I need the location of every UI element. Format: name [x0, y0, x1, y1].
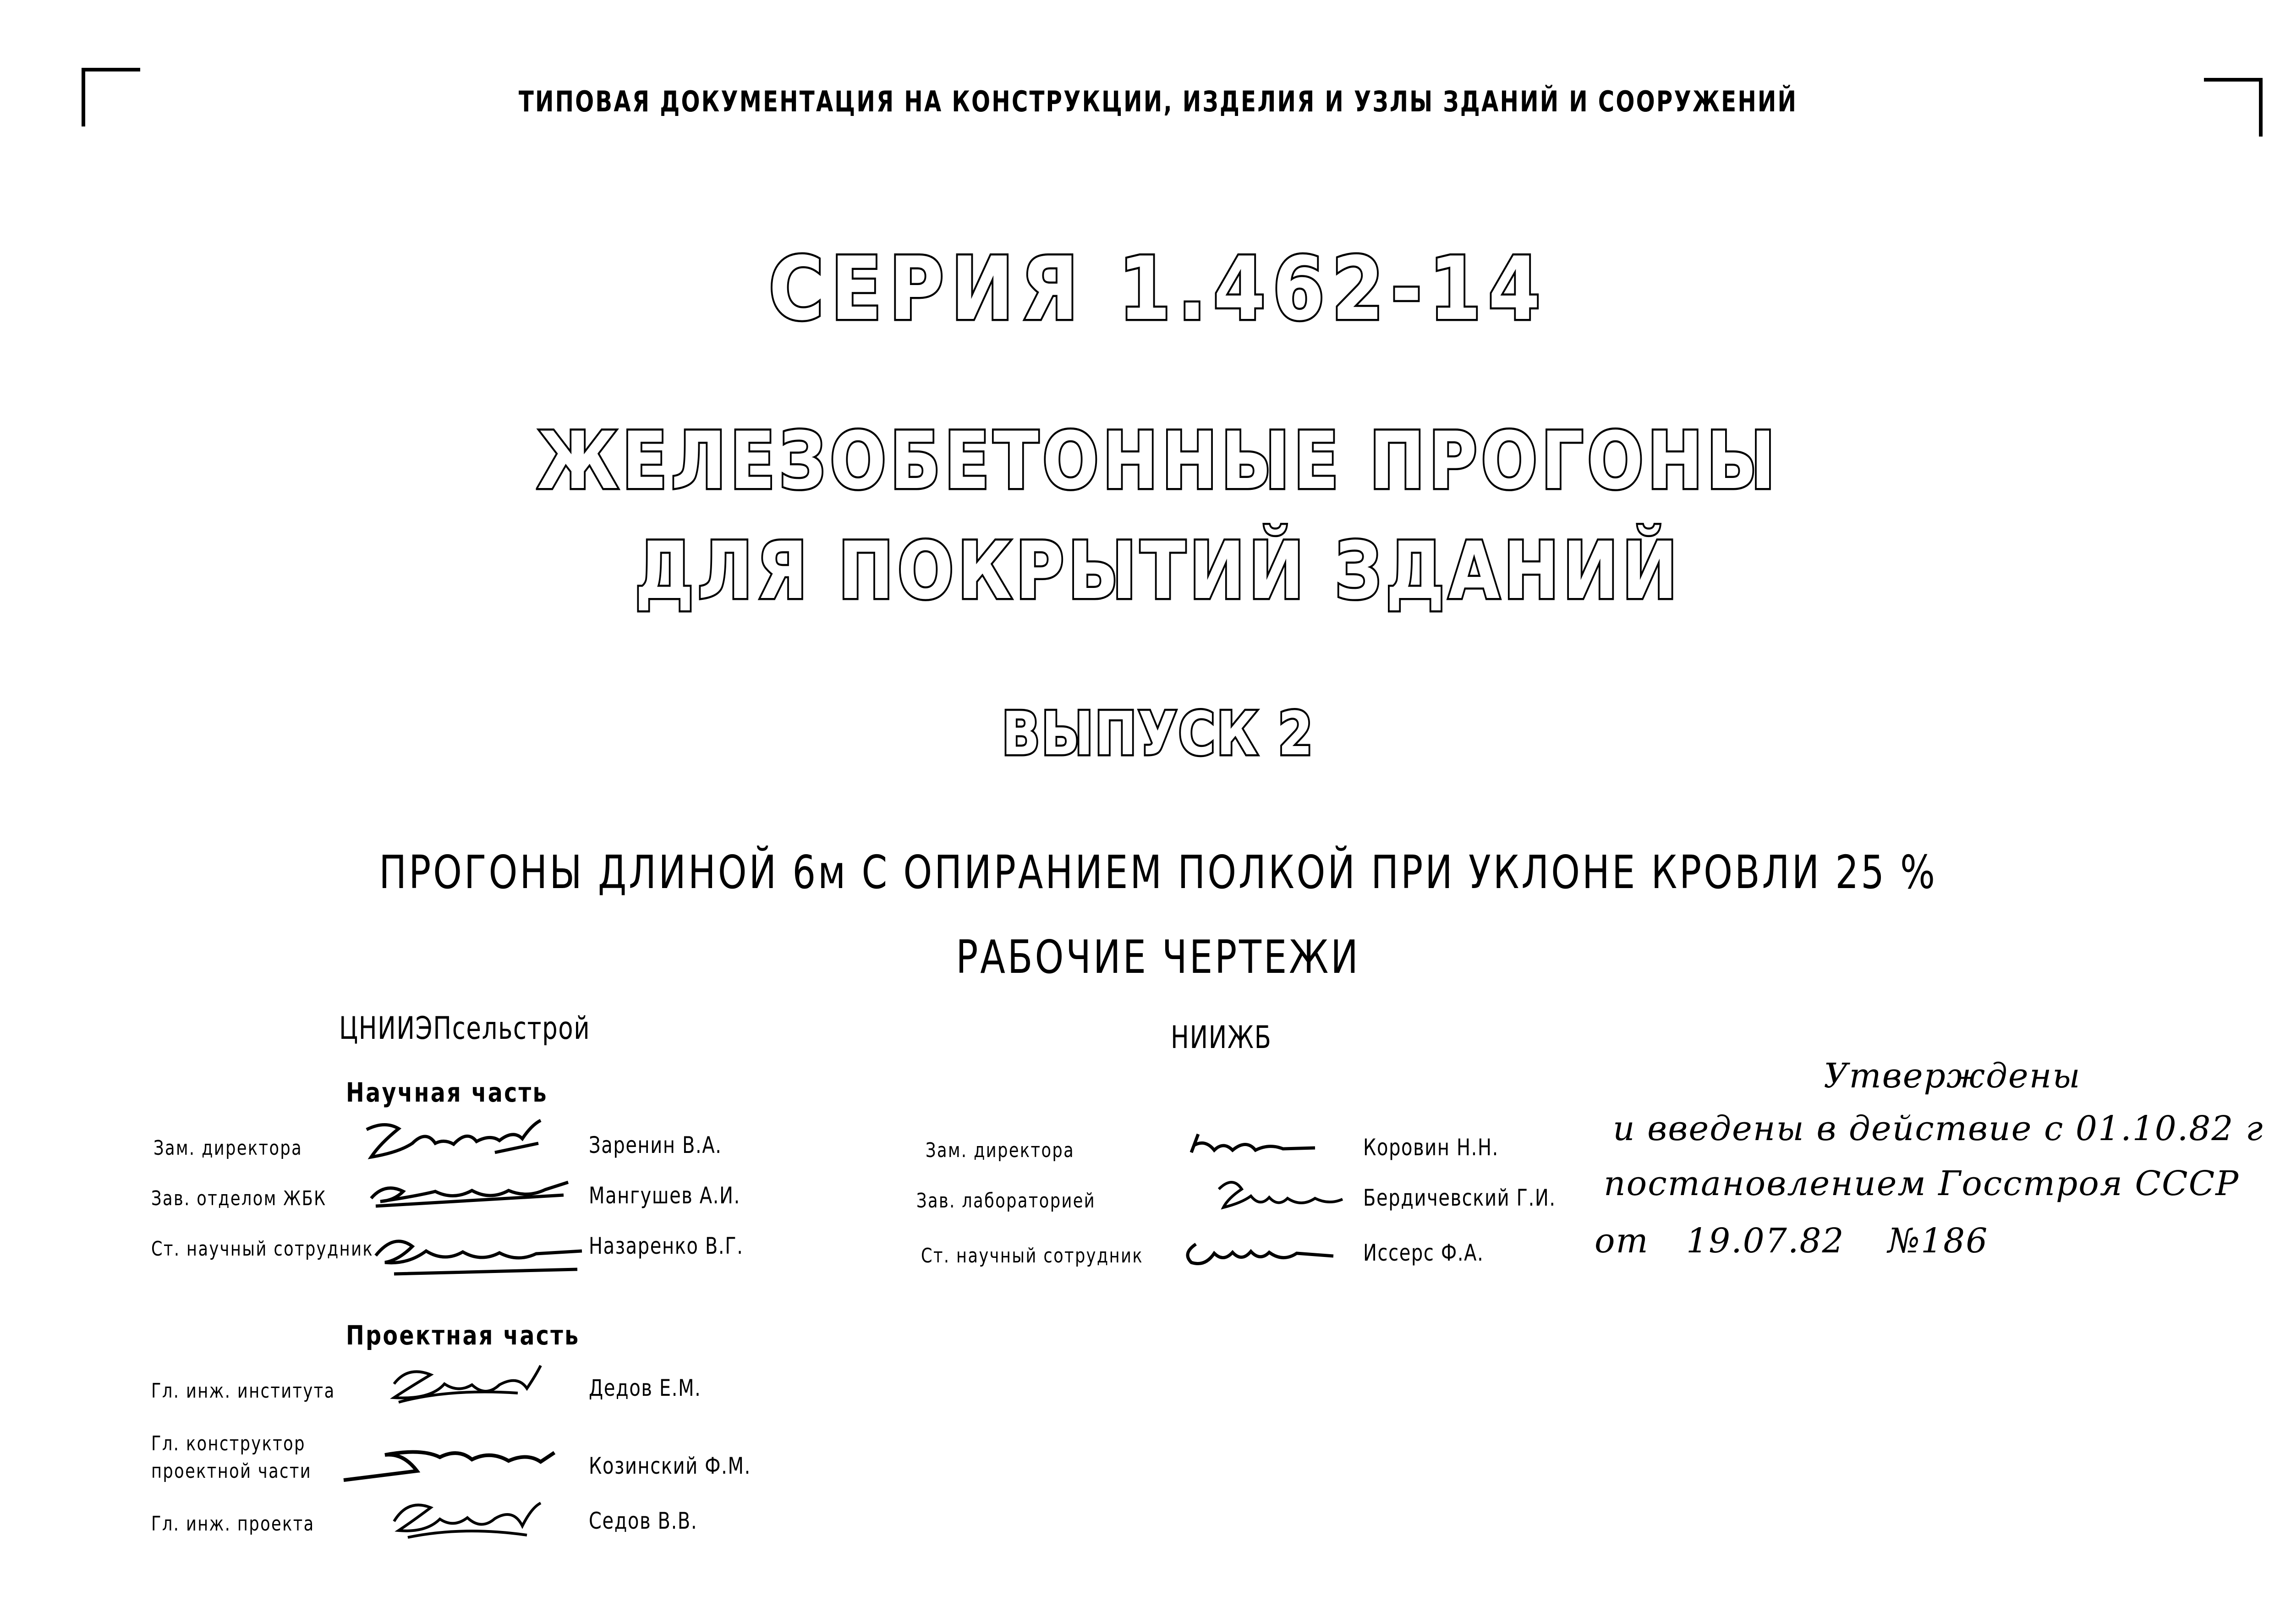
signatory-role: Ст. научный сотрудник: [151, 1237, 374, 1261]
signatory-role: Гл. инж. проекта: [151, 1512, 315, 1536]
document-title-line2: ДЛЯ ПОКРЫТИЙ ЗДАНИЙ: [635, 525, 1682, 617]
signatory-role: Ст. научный сотрудник: [921, 1244, 1144, 1267]
series-title: СЕРИЯ 1.462-14: [768, 238, 1548, 340]
signature-korovin: [1187, 1125, 1333, 1166]
signatory-name: Коровин Н.Н.: [1363, 1134, 1499, 1161]
signatory-name: Дедов Е.М.: [589, 1375, 702, 1401]
signatory-name: Заренин В.А.: [589, 1132, 722, 1158]
signature-issers: [1178, 1226, 1343, 1276]
document-header: ТИПОВАЯ ДОКУМЕНТАЦИЯ НА КОНСТРУКЦИИ, ИЗДЕЛИЯ И УЗЛЫ ЗДАНИЙ И СООРУЖЕНИЙ: [518, 85, 1798, 118]
right-org-name: НИИЖБ: [1171, 1020, 1272, 1056]
signatory-name: Козинский Ф.М.: [589, 1453, 751, 1479]
corner-mark-top-right: [2204, 78, 2263, 137]
signatory-role: Зам. директора: [153, 1136, 303, 1160]
signatory-role-line2: проектной части: [151, 1459, 312, 1483]
document-subtitle: ПРОГОНЫ ДЛИНОЙ 6м С ОПИРАНИЕМ ПОЛКОЙ ПРИ УКЛОНЕ КРОВЛИ 25 %: [379, 845, 1937, 899]
approval-number: №186: [1888, 1221, 1989, 1261]
signature-mangushev: [362, 1173, 573, 1214]
signatory-name: Седов В.В.: [589, 1508, 698, 1534]
signatory-name: Мангушев А.И.: [589, 1182, 740, 1209]
design-section-heading: Проектная часть: [346, 1320, 580, 1351]
signature-nazarenko: [367, 1219, 586, 1283]
signatory-role: Гл. инж. института: [151, 1379, 335, 1403]
signatory-name: Иссерс Ф.А.: [1363, 1240, 1484, 1266]
signatory-role-line1: Гл. конструктор: [151, 1432, 306, 1455]
left-org-name: ЦНИИЭПсельстрой: [339, 1010, 591, 1047]
approval-line4-prefix: от: [1595, 1221, 1649, 1261]
signatory-name: Бердичевский Г.И.: [1363, 1185, 1556, 1211]
signatory-name: Назаренко В.Г.: [589, 1233, 744, 1259]
document-type: РАБОЧИЕ ЧЕРТЕЖИ: [956, 930, 1360, 984]
corner-mark-top-left: [82, 68, 140, 126]
approval-date: 19.07.82: [1686, 1221, 1845, 1261]
signatory-role: Зам. директора: [926, 1139, 1075, 1162]
approval-line1: Утверждены: [1824, 1056, 2081, 1096]
approval-line3: постановлением Госстроя СССР: [1604, 1164, 2239, 1203]
signature-sedov: [380, 1489, 554, 1544]
science-section-heading: Научная часть: [346, 1077, 548, 1108]
signature-zarenin: [357, 1111, 550, 1166]
signatory-role: Зав. лабораторией: [916, 1189, 1096, 1213]
signature-dedov: [380, 1356, 554, 1411]
signature-kozinsky: [334, 1434, 564, 1489]
signature-berdichevsky: [1210, 1171, 1356, 1221]
approval-line2: и введены в действие с 01.10.82 г: [1613, 1109, 2264, 1148]
issue-number: ВЫПУСК 2: [1002, 699, 1315, 768]
signatory-role: Зав. отделом ЖБК: [151, 1187, 327, 1210]
document-title-line1: ЖЕЛЕЗОБЕТОННЫЕ ПРОГОНЫ: [537, 415, 1779, 507]
